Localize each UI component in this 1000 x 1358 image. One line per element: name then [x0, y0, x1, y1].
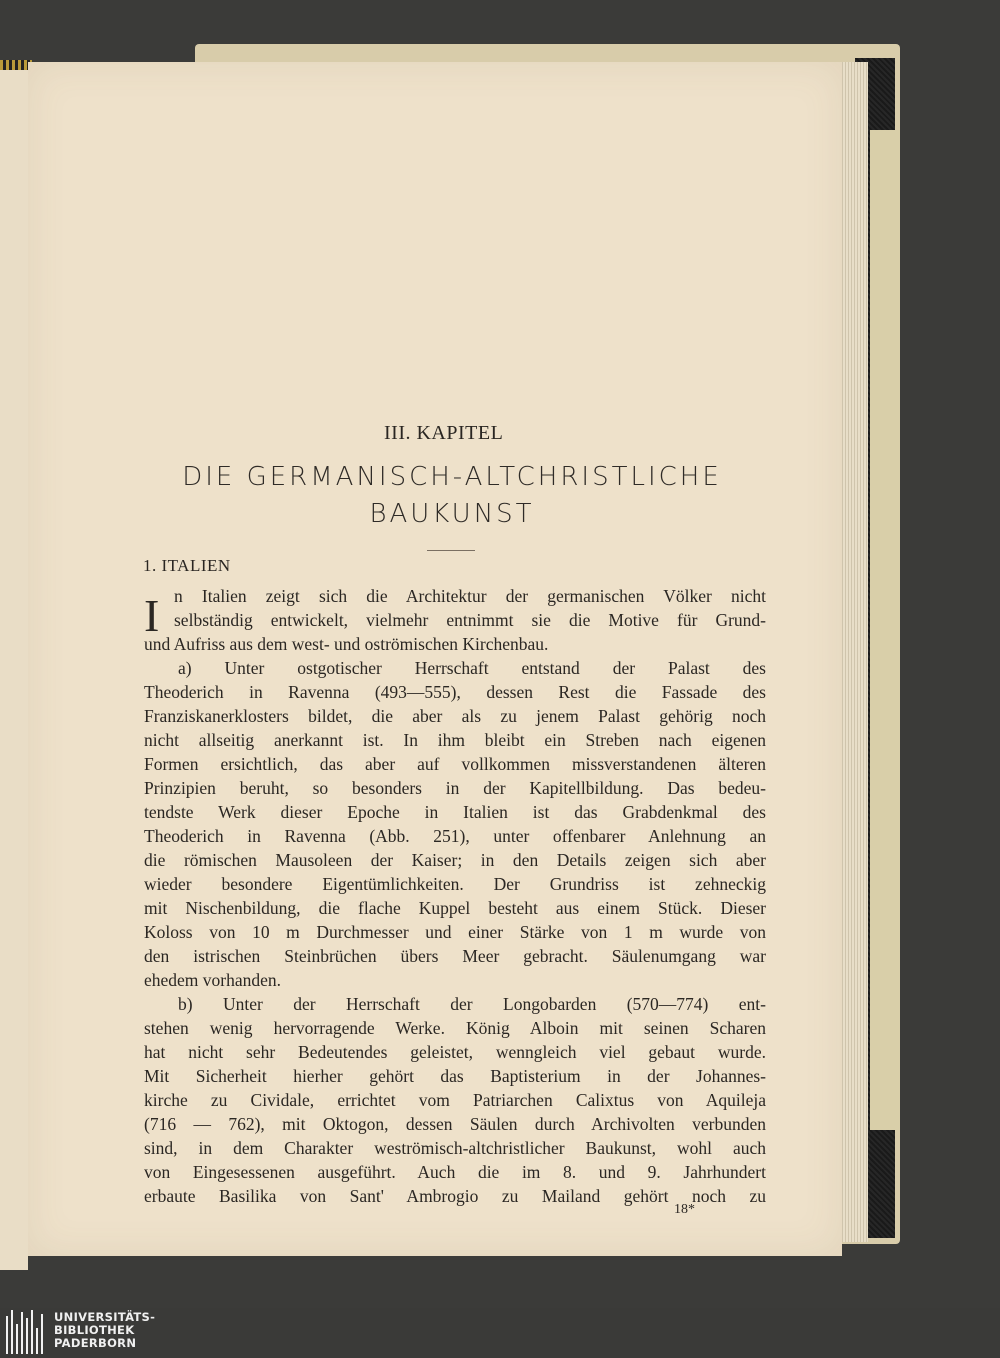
section-heading: 1. ITALIEN — [143, 556, 231, 575]
body-line: Franziskanerklosters bildet, die aber als zu jenem Palast gehörig noch — [144, 706, 766, 726]
body-line: Theoderich in Ravenna (493—555), dessen Rest die Fassade des — [144, 682, 766, 702]
page-number: 18* — [674, 1202, 695, 1217]
book-page — [28, 62, 842, 1256]
library-footer — [0, 1308, 1000, 1358]
left-page-edge — [0, 70, 28, 1270]
body-line: Theoderich in Ravenna (Abb. 251), unter offenbarer Anlehnung an — [144, 826, 766, 846]
body-line: nicht allseitig anerkannt ist. In ihm bleibt ein Streben nach eigenen — [144, 730, 766, 750]
title-rule — [427, 550, 475, 551]
body-line: selbständig entwickelt, vielmehr entnimmt sie die Motive für Grund- — [174, 610, 766, 630]
body-line: (716 — 762), mit Oktogon, dessen Säulen durch Archivolten verbunden — [144, 1114, 766, 1134]
body-line: kirche zu Cividale, errichtet vom Patriarchen Calixtus von Aquileja — [144, 1090, 766, 1110]
chapter-heading: III. KAPITEL — [384, 422, 504, 444]
body-line: Formen ersichtlich, das aber auf vollkommen missverstandenen älteren — [144, 754, 766, 774]
library-logo-bars-icon — [6, 1310, 46, 1354]
body-line: a) Unter ostgotischer Herrschaft entstand der Palast des — [178, 658, 766, 678]
body-line: stehen wenig hervorragende Werke. König Alboin mit seinen Scharen — [144, 1018, 766, 1038]
body-line: mit Nischenbildung, die flache Kuppel besteht aus einem Stück. Dieser — [144, 898, 766, 918]
body-line: Mit Sicherheit hierher gehört das Baptisterium in der Johannes- — [144, 1066, 766, 1086]
page-edges — [840, 62, 868, 1242]
endpaper — [870, 130, 900, 1130]
body-line: und Aufriss aus dem west- und oströmischen Kirchenbau. — [144, 634, 549, 654]
body-line: von Eingesessenen ausgeführt. Auch die im 8. und 9. Jahrhundert — [144, 1162, 766, 1182]
body-line: Prinzipien beruht, so besonders in der Kapitellbildung. Das bedeu- — [144, 778, 766, 798]
body-line: n Italien zeigt sich die Architektur der germanischen Völker nicht — [174, 586, 766, 606]
library-logo — [54, 1311, 155, 1350]
body-line: sind, in dem Charakter weströmisch-altchristlicher Baukunst, wohl auch — [144, 1138, 766, 1158]
body-line: ehedem vorhanden. — [144, 970, 282, 990]
drop-cap: I — [144, 590, 160, 641]
chapter-title-line-2: BAUKUNST — [369, 499, 535, 529]
body-line: den istrischen Steinbrüchen übers Meer gebracht. Säulenumgang war — [144, 946, 766, 966]
body-line: Koloss von 10 m Durchmesser und einer Stärke von 1 m wurde von — [144, 922, 766, 942]
body-line: hat nicht sehr Bedeutendes geleistet, wenngleich viel gebaut wurde. — [144, 1042, 766, 1062]
body-line: die römischen Mausoleen der Kaiser; in den Details zeigen sich aber — [144, 850, 766, 870]
body-line: erbaute Basilika von Sant' Ambrogio zu Mailand gehört noch zu — [144, 1186, 766, 1206]
body-line: b) Unter der Herrschaft der Longobarden (570—774) ent- — [178, 994, 766, 1014]
chapter-title-line-1: DIE GERMANISCH-ALTCHRISTLICHE — [182, 462, 722, 492]
body-line: tendste Werk dieser Epoche in Italien ist das Grabdenkmal des — [144, 802, 766, 822]
library-logo-line-3: PADERBORN — [54, 1336, 137, 1350]
library-logo-line-2: BIBLIOTHEK — [54, 1323, 135, 1337]
body-line: wieder besondere Eigentümlichkeiten. Der Grundriss ist zehneckig — [144, 874, 766, 894]
library-logo-line-1: UNIVERSITÄTS- — [54, 1310, 156, 1324]
